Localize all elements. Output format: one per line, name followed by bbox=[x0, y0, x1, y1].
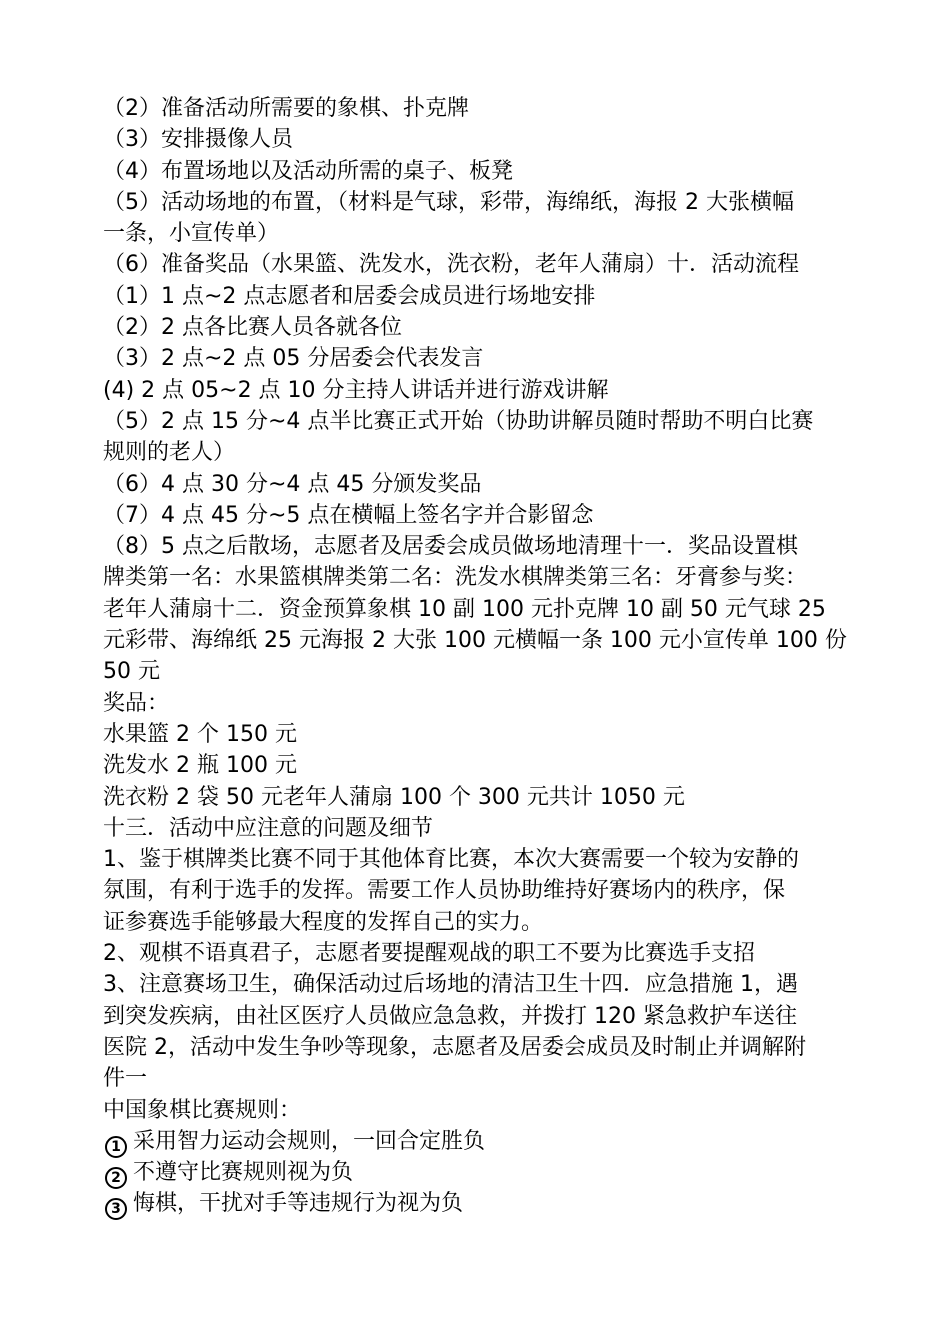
text-line: 氛围，有利于选手的发挥。需要工作人员协助维持好赛场内的秩序，保 bbox=[103, 878, 786, 904]
text-line: 老年人蒲扇十二．资金预算象棋 10 副 100 元扑克牌 10 副 50 元气球 25 bbox=[103, 596, 826, 622]
text-line: （8）5 点之后散场，志愿者及居委会成员做场地清理十一．奖品设置棋 bbox=[103, 534, 798, 560]
rule-text: 悔棋，干扰对手等违规行为视为负 bbox=[133, 1191, 464, 1217]
rule-item bbox=[103, 1157, 848, 1188]
text-line: （3）2 点~2 点 05 分居委会代表发言 bbox=[103, 346, 484, 372]
text-line: 洗衣粉 2 袋 50 元老年人蒲扇 100 个 300 元共计 1050 元 bbox=[103, 784, 685, 810]
circled-number: 3 bbox=[105, 1198, 127, 1220]
circled-number: 1 bbox=[105, 1136, 127, 1158]
text-line: （6）4 点 30 分~4 点 45 分颁发奖品 bbox=[103, 471, 482, 497]
text-line: 到突发疾病，由社区医疗人员做应急急救，并拨打 120 紧急救护车送往 bbox=[103, 1003, 797, 1029]
text-line: （4）布置场地以及活动所需的桌子、板凳 bbox=[103, 158, 513, 184]
rule-text: 不遵守比赛规则视为负 bbox=[133, 1160, 354, 1186]
text-line: 3、注意赛场卫生，确保活动过后场地的清洁卫生十四．应急措施 1，遇 bbox=[103, 972, 798, 998]
text-line: 规则的老人） bbox=[103, 440, 236, 466]
text-line: 医院 2，活动中发生争吵等现象，志愿者及居委会成员及时制止并调解附 bbox=[103, 1034, 806, 1060]
rules-heading: 中国象棋比赛规则： bbox=[103, 1097, 302, 1123]
text-line: 件一 bbox=[103, 1066, 148, 1092]
rule-text: 采用智力运动会规则，一回合定胜负 bbox=[133, 1128, 486, 1154]
document-body bbox=[103, 93, 848, 1220]
text-line: 50 元 bbox=[103, 659, 160, 685]
text-line: 2、观棋不语真君子，志愿者要提醒观战的职工不要为比赛选手支招 bbox=[103, 941, 755, 967]
text-line: 一条，小宣传单） bbox=[103, 221, 280, 247]
rule-item bbox=[103, 1188, 848, 1219]
text-line: (4) 2 点 05~2 点 10 分主持人讲话并进行游戏讲解 bbox=[103, 377, 609, 403]
circled-number: 2 bbox=[105, 1167, 127, 1189]
text-line: （1）1 点~2 点志愿者和居委会成员进行场地安排 bbox=[103, 283, 596, 309]
text-line: 奖品： bbox=[103, 690, 170, 716]
text-line: 1、鉴于棋牌类比赛不同于其他体育比赛，本次大赛需要一个较为安静的 bbox=[103, 847, 799, 873]
text-line: 证参赛选手能够最大程度的发挥自己的实力。 bbox=[103, 909, 544, 935]
text-line: （2）准备活动所需要的象棋、扑克牌 bbox=[103, 96, 469, 121]
text-line: 牌类第一名：水果篮棋牌类第二名：洗发水棋牌类第三名：牙膏参与奖： bbox=[103, 565, 808, 591]
text-line: 元彩带、海绵纸 25 元海报 2 大张 100 元横幅一条 100 元小宣传单 100 份 bbox=[103, 628, 847, 654]
text-line: （5）2 点 15 分~4 点半比赛正式开始（协助讲解员随时帮助不明白比赛 bbox=[103, 408, 814, 434]
text-line: （2）2 点各比赛人员各就各位 bbox=[103, 315, 402, 341]
text-line: （6）准备奖品（水果篮、洗发水，洗衣粉，老年人蒲扇）十．活动流程 bbox=[103, 252, 799, 278]
section-heading: 十三．活动中应注意的问题及细节 bbox=[103, 815, 434, 841]
text-line: 水果篮 2 个 150 元 bbox=[103, 721, 297, 747]
text-line: （7）4 点 45 分~5 点在横幅上签名字并合影留念 bbox=[103, 502, 594, 528]
text-line: （3）安排摄像人员 bbox=[103, 127, 293, 153]
text-line: 洗发水 2 瓶 100 元 bbox=[103, 753, 297, 779]
rule-item bbox=[103, 1126, 848, 1157]
text-line: （5）活动场地的布置，（材料是气球，彩带，海绵纸，海报 2 大张横幅 bbox=[103, 189, 794, 215]
